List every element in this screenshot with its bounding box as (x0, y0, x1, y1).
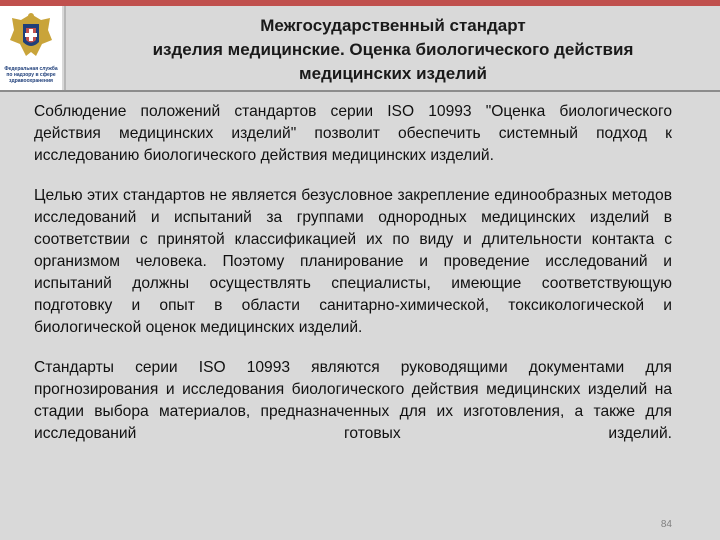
header-title-area (66, 6, 720, 90)
body-text (34, 101, 672, 463)
header-underline (0, 90, 720, 92)
logo-panel (0, 6, 62, 90)
paragraph: Соблюдение положений стандартов серии ISO 10993 "Оценка биологического действия медицинских изделий" позволит обеспечить системный подход к исследованию биологического действия медицинских изделий. (34, 103, 672, 164)
logo-caption: Федеральная служба по надзору в сфере здравоохранения (4, 66, 58, 84)
slide-title (66, 14, 720, 86)
title-line: изделия медицинские. Оценка биологического действия (152, 40, 634, 59)
paragraph: Целью этих стандартов не является безусловное закрепление единообразных методов исследований и испытаний за группами однородных медицинских изделий в соответствии с принятой классификацией их по виду и длительности контакта с организмом человека. Поэтому планирование и проведение исследований и испытаний должны осуществлять специалисты, имеющие соответствующую подготовку и опыт в области санитарно-химической, токсикологической и биологической оценок медицинских изделий. (34, 187, 672, 336)
page-number: 84 (660, 519, 672, 530)
emblem-icon (6, 10, 56, 64)
paragraph: Стандарты серии ISO 10993 являются руководящими документами для прогнозирования и исследования биологического действия медицинских изделий на стадии выбора материалов, предназначенных для их изготовления, а также для исследований готовых изделий. (34, 359, 672, 442)
title-line: Межгосударственный стандарт (260, 16, 526, 35)
title-line: медицинских изделий (299, 64, 487, 83)
